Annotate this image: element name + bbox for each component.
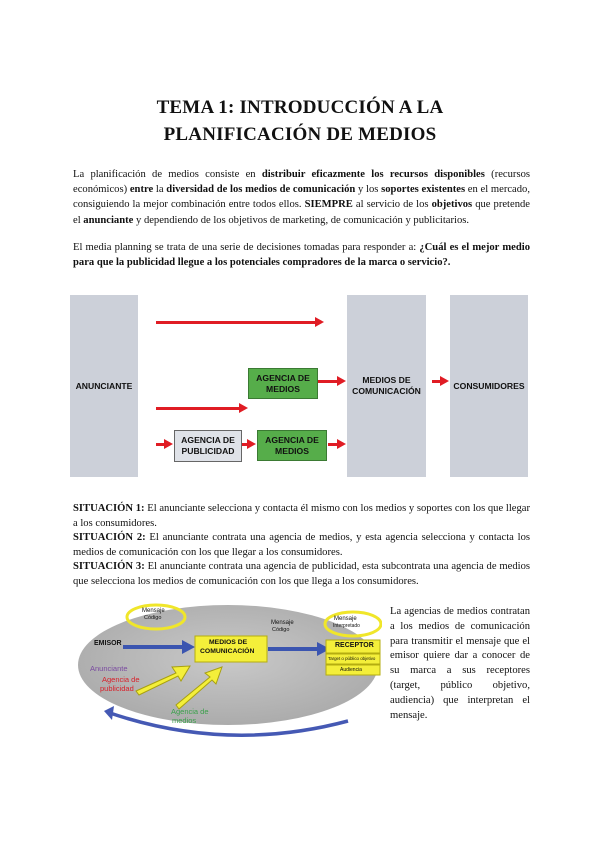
communication-diagram	[78, 603, 382, 745]
medios-label-1: MEDIOS DE	[209, 639, 248, 646]
medios-box	[347, 295, 426, 477]
flow-diagram	[70, 292, 532, 480]
codigo-label-1: Código	[144, 615, 162, 621]
mensaje-label-2: Mensaje	[271, 620, 294, 626]
title-line-2: PLANIFICACIÓN DE MEDIOS	[163, 124, 437, 145]
medios-label: MEDIOS DE COMUNICACIÓN	[352, 375, 421, 396]
text-run: anunciante	[83, 214, 134, 226]
text-run: que pretende el	[73, 199, 530, 226]
intro-paragraph-2	[73, 240, 530, 270]
text-run: ¿Cuál es el mejor medio para que la publicidad llegue a los potenciales compradores de la marca o servicio?.	[73, 242, 530, 269]
anunciante-label: Anunciante	[90, 664, 128, 673]
text-run: al servicio de los	[352, 199, 432, 211]
text-run: El media planning se trata de una serie de decisiones tomadas para responder a:	[73, 242, 420, 253]
cycle-arrow-head	[104, 706, 114, 720]
text-run: y los	[355, 184, 382, 196]
text-run: y dependiendo de los objetivos de marketing, de comunicación y publicitarios.	[133, 214, 470, 226]
situacion-2-text: El anunciante contrata una agencia de medios, y esta agencia selecciona y contacta los medios de comunicación con los que llegar a los consumidores.	[73, 532, 530, 558]
situacion-1-label: SITUACIÓN 1:	[73, 503, 145, 514]
text-run: La planificación de medios consiste en	[73, 169, 262, 180]
text-run: soportes existentes	[381, 184, 466, 196]
agencia-medios-label-1: Agencia de	[171, 707, 209, 716]
audiencia-label: Audiencia	[340, 667, 362, 673]
text-run: diversidad de los medios de comunicación	[166, 184, 356, 196]
target-label: Target o público objetivo	[328, 656, 376, 661]
agencia-medios-label-2: medios	[172, 716, 197, 725]
text-run: objetivos	[431, 199, 473, 211]
agencia-medios-label-1: AGENCIA DE MEDIOS	[256, 372, 310, 394]
situacion-2	[73, 531, 530, 560]
text-run: distribuir eficazmente los recursos disponibles	[261, 169, 485, 180]
arrow-agpub-to-agmed	[242, 443, 248, 446]
codigo-label-2: Código	[272, 627, 290, 633]
situacion-2-label: SITUACIÓN 2:	[73, 532, 146, 543]
situacion-3-text: El anunciante contrata una agencia de publicidad, esta subcontrata una agencia de medios que selecciona los medios de comunicación con los que llega a los consumidores.	[73, 561, 530, 587]
text-run: (recursos económicos)	[73, 169, 530, 196]
page-title	[0, 94, 600, 148]
agencia-publicidad-box	[174, 430, 242, 462]
consumidores-box	[450, 295, 528, 477]
mensaje-label-3: Mensaje	[334, 616, 357, 622]
agencia-medios-label-2: AGENCIA DE MEDIOS	[265, 434, 319, 456]
mensaje-label-1: Mensaje	[142, 608, 165, 614]
agencia-publicidad-label: AGENCIA DE PUBLICIDAD	[181, 435, 235, 456]
agencia-publicidad-label-1: Agencia de	[102, 675, 140, 684]
anunciante-box	[70, 295, 138, 477]
title-line-1: TEMA 1: INTRODUCCIÓN A LA	[156, 97, 444, 118]
situacion-3-label: SITUACIÓN 3:	[73, 561, 145, 572]
interpretado-label: Interpretado	[333, 623, 360, 629]
consumidores-label: CONSUMIDORES	[453, 380, 525, 391]
text-run: en el mercado, consiguiendo la mejor combinación entre todos ellos.	[73, 184, 531, 211]
arrow-direct	[156, 321, 316, 324]
agencia-medios-box-2	[257, 430, 327, 461]
arrow-medios-to-consumidores	[432, 380, 441, 383]
situacion-1	[73, 502, 530, 531]
text-run: SIEMPRE	[304, 199, 353, 211]
agencia-medios-box-1	[248, 368, 318, 399]
anunciante-label: ANUNCIANTE	[75, 380, 133, 391]
agencia-publicidad-label-2: publicidad	[100, 684, 134, 693]
situacion-3	[73, 560, 530, 589]
arrow-agmed2-to-medios	[328, 443, 338, 446]
arrow-agencia-to-medios	[316, 380, 338, 383]
medios-label-2: COMUNICACIÓN	[200, 648, 255, 655]
intro-paragraph-1	[73, 167, 530, 228]
text-run: entre	[129, 184, 154, 196]
side-paragraph: La agencias de medios contratan a los medios de comunicación para transmitir el mensaje que el emisor quiere dar a conocer de su marca a sus receptores (target, público objetivo, audiencia) que interpretan el mensaje.	[390, 606, 530, 721]
situacion-1-text: El anunciante selecciona y contacta él mismo con los medios y soportes con los que llegar a los consumidores.	[73, 503, 530, 529]
arrow-anunciante-to-agencia	[156, 407, 240, 410]
arrow-anunciante-to-agpub	[156, 443, 165, 446]
receptor-label: RECEPTOR	[335, 642, 374, 649]
text-run: la	[153, 184, 167, 196]
emisor-label: EMISOR	[94, 640, 122, 647]
